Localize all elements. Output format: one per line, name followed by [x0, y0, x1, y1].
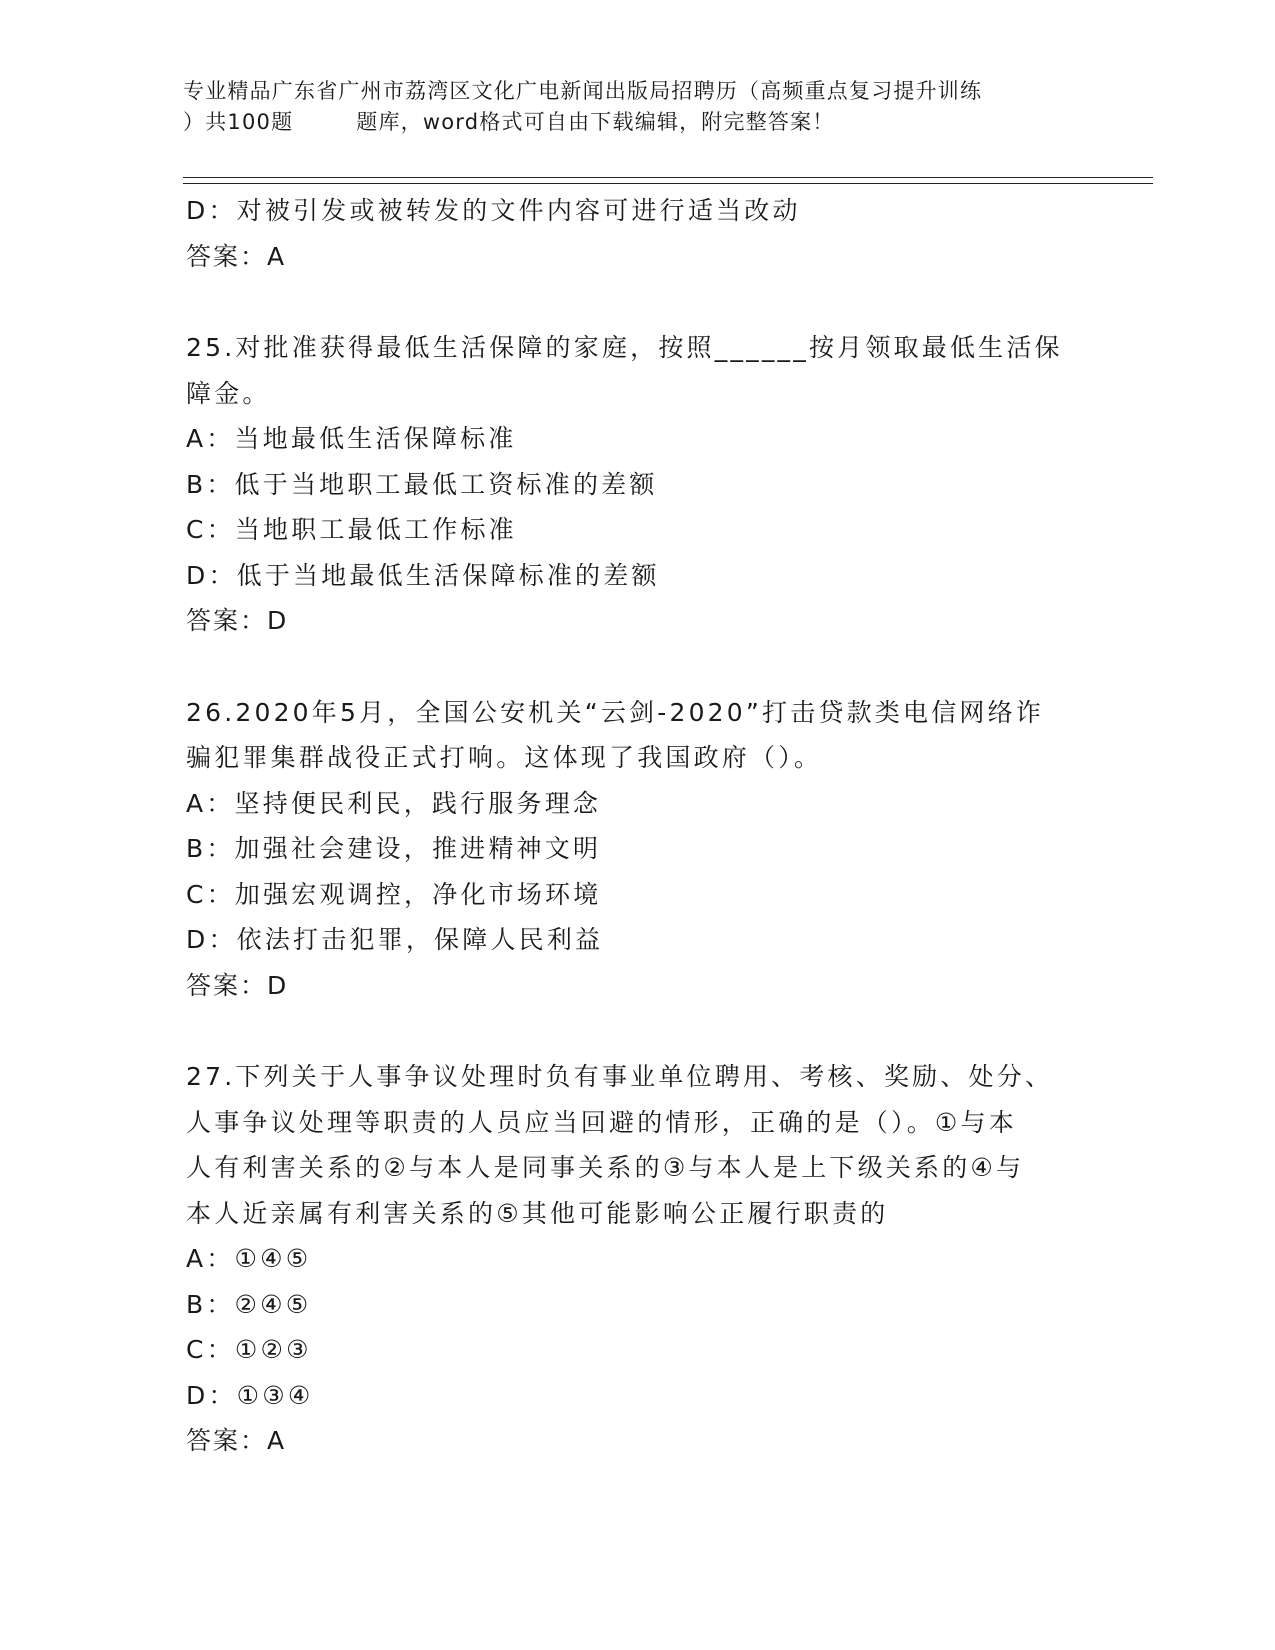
question-stem-line: 26.2020年5月，全国公安机关“云剑-2020”打击贷款类电信网络诈	[186, 697, 1045, 727]
header-line-1: 专业精品广东省广州市荔湾区文化广电新闻出版局招聘历（高频重点复习提升训练	[183, 79, 983, 103]
option-b: B：低于当地职工最低工资标准的差额	[186, 469, 658, 499]
question-content	[186, 188, 1086, 1464]
option-d: D：①③④	[186, 1380, 314, 1410]
option-b: B：加强社会建设，推进精神文明	[186, 834, 602, 863]
question-stem-line: 人有利害关系的②与本人是同事关系的③与本人是上下级关系的④与	[186, 1153, 1025, 1182]
spacer	[186, 644, 1086, 690]
answer-label: 答案：A	[186, 1426, 287, 1455]
question-stem-line: 骗犯罪集群战役正式打响。这体现了我国政府（）。	[186, 743, 823, 772]
answer-label: 答案：D	[186, 606, 289, 635]
option-c: C：加强宏观调控，净化市场环境	[186, 879, 602, 909]
answer-label: 答案：D	[186, 970, 289, 1000]
question-27	[186, 1054, 1086, 1464]
question-stem-line: 人事争议处理等职责的人员应当回避的情形，正确的是（）。①与本	[186, 1107, 1017, 1137]
option-a: A：①④⑤	[186, 1244, 312, 1273]
header-rule-top	[183, 177, 1153, 178]
option-d: D：依法打击犯罪，保障人民利益	[186, 925, 604, 954]
prev-answer: 答案：A	[186, 241, 287, 271]
option-d: D：低于当地最低生活保障标准的差额	[186, 560, 660, 590]
spacer	[186, 279, 1086, 325]
option-a: A：当地最低生活保障标准	[186, 424, 517, 453]
header-rule-bottom	[183, 183, 1153, 184]
question-stem-line: 障金。	[186, 378, 271, 408]
header-line-2: ）共100题 题库，word格式可自由下载编辑，附完整答案！	[183, 110, 835, 134]
question-25	[186, 325, 1086, 644]
question-stem-line: 25.对批准获得最低生活保障的家庭，按照______按月领取最低生活保	[186, 333, 1063, 362]
option-c: C：当地职工最低工作标准	[186, 515, 517, 544]
question-stem-line: 27.下列关于人事争议处理时负有事业单位聘用、考核、奖励、处分、	[186, 1062, 1054, 1091]
option-a: A：坚持便民利民，践行服务理念	[186, 788, 602, 818]
question-stem-line: 本人近亲属有利害关系的⑤其他可能影响公正履行职责的	[186, 1198, 889, 1228]
spacer	[186, 1008, 1086, 1054]
option-c: C：①②③	[186, 1335, 312, 1364]
question-26	[186, 690, 1086, 1009]
option-b: B：②④⑤	[186, 1289, 312, 1319]
prev-option-d: D：对被引发或被转发的文件内容可进行适当改动	[186, 196, 801, 225]
page-header	[183, 76, 1083, 138]
